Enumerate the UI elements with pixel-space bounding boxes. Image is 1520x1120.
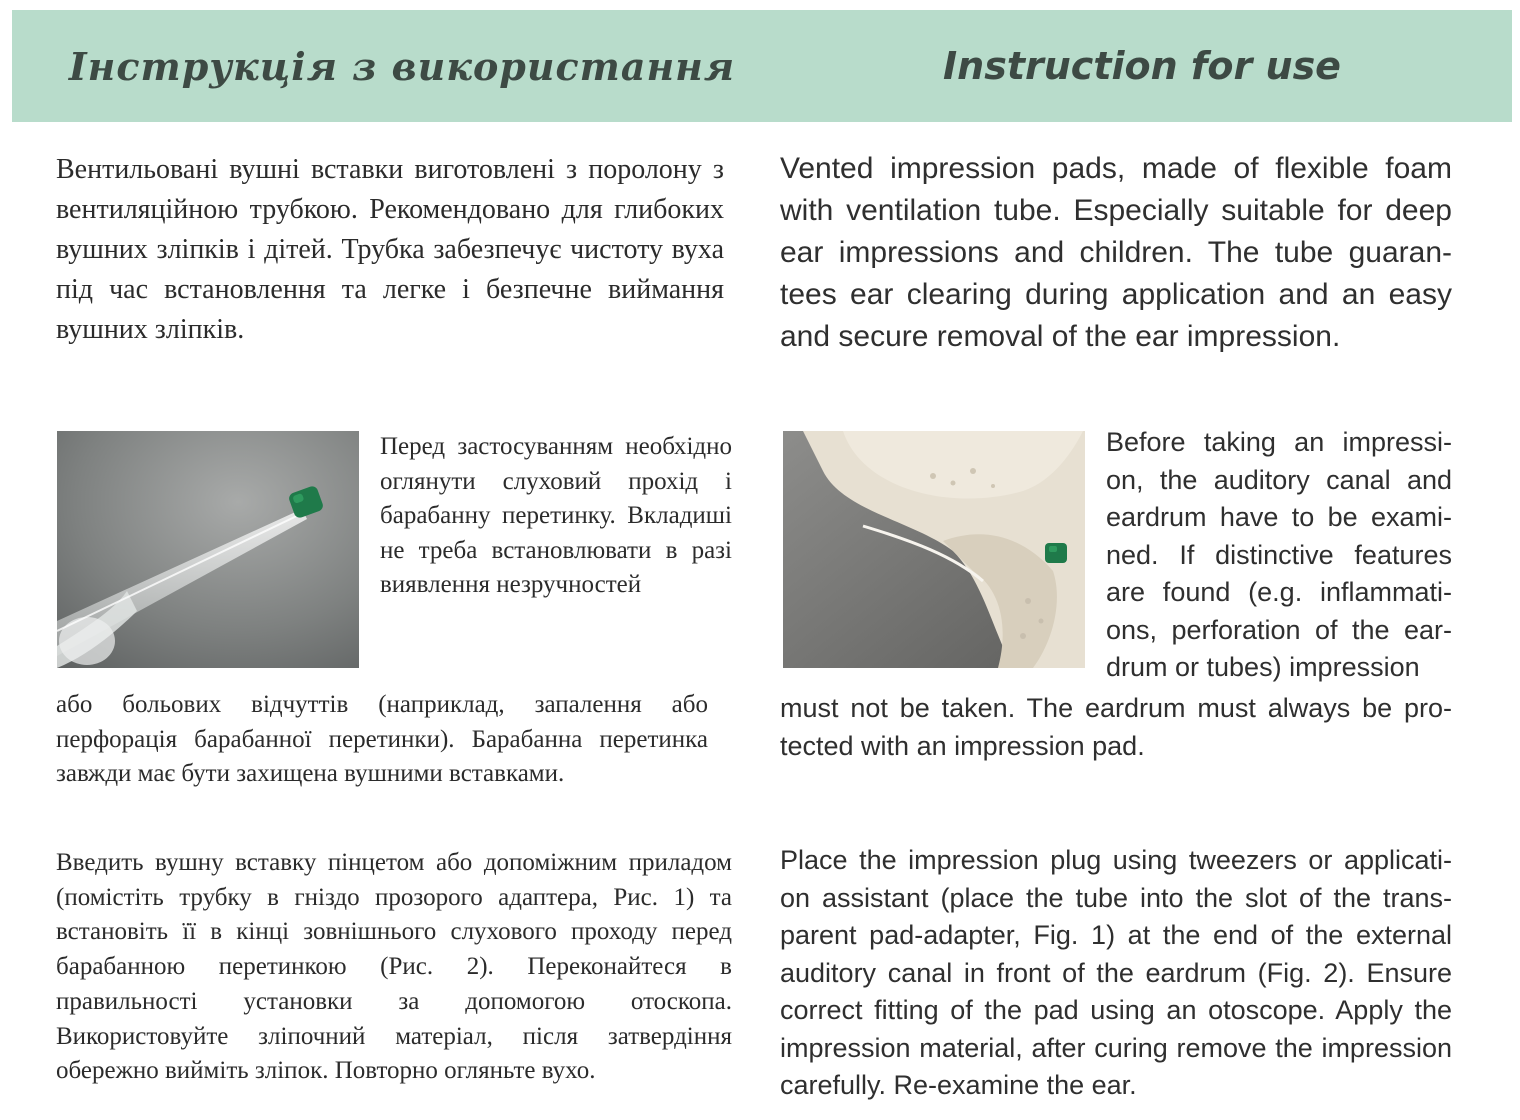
section1-text-ukrainian-b: або больових відчуттів (наприклад, запалення або перфорація барабанної перетинки). Барабанна перетинка завжди має бути захищена вушними вставками. — [56, 691, 708, 787]
intro-text-english: Vented impression pads, made of flexible foam with ventilation tube. Especially suitable for deep ear impressions and children. The tube guaran-tees ear clearing during application and an easy and secure removal of the ear impression. — [780, 152, 1452, 353]
section2-text-ukrainian: Введить вушну вставку пінцетом або допоміжним приладом (помістіть трубку в гніздо прозорого адаптера, Рис. 1) та встановіть її в кінці зовнішнього слухового проходу перед барабанною перетинкою (Рис. 2). Переконайтеся в правильності установки за допомогою отоскопа. Використовуйте зліпочний матеріал, після затвердіння обережно вийміть зліпок. Повторно огляньте вухо. — [56, 849, 732, 1085]
section1-text-ukrainian-a: Перед застосуванням необхідно оглянути слуховий прохід і барабанну перетинку. Вкладиші не треба встановлювати в разі виявлення незручностей — [380, 433, 732, 598]
title-ukrainian: Інструкція з використання — [68, 43, 736, 89]
header-band — [12, 10, 1512, 122]
pad-tube-photo — [57, 431, 359, 668]
ear-model-photo — [783, 431, 1085, 668]
section2-text-english: Place the impression plug using tweezers or applicati-on assistant (place the tube into the slot of the trans-parent pad-adapter, Fig. 1) at the end of the external auditory canal in front of the eardrum (Fig. 2). Ensure correct fitting of the pad using an otoscope. Apply the impression material, after curing remove the impression carefully. Re-examine the ear. — [780, 845, 1452, 1100]
section1-text-english-a: Before taking an impressi-on, the auditory canal and eardrum have to be exami-ned. If distinctive features are found (e.g. inflammati-ons, perforation of the ear-drum or tubes) impression — [1106, 427, 1452, 682]
section1-text-english-b: must not be taken. The eardrum must always be pro-tected with an impression pad. — [780, 693, 1452, 761]
intro-text-ukrainian: Вентильовані вушні вставки виготовлені з поролону з вентиляційною трубкою. Рекомендовано для глибоких вушних зліпків і дітей. Трубка забезпечує чистоту вуха під час встановлення та легке і безпечне виймання вушних зліпків. — [56, 154, 724, 345]
title-english: Instruction for use — [943, 44, 1341, 88]
